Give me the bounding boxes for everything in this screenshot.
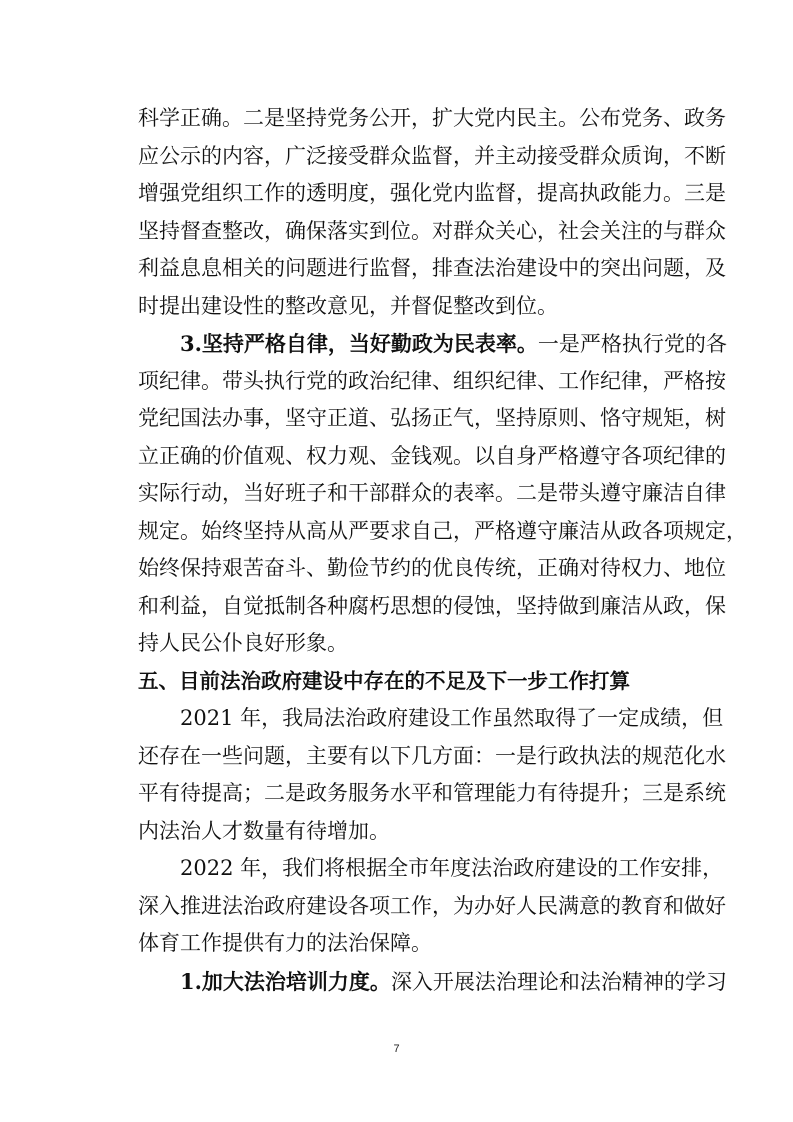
text-line-first [138, 963, 727, 1001]
document-body [138, 100, 747, 1000]
text-line: 体育工作提供有力的法治保障。 [138, 931, 432, 955]
text-line-first [138, 325, 727, 363]
text-line: 深入推进法治政府建设各项工作，为办好人民满意的教育和做好 [138, 893, 726, 918]
bold-lead: 1.加大法治培训力度。 [180, 968, 391, 994]
text-line: 党纪国法办事，坚守正道、弘扬正气，坚持原则、恪守规矩，树 [138, 406, 726, 430]
text-line: 还存在一些问题，主要有以下几方面：一是行政执法的规范化水 [138, 743, 726, 768]
text-line: 时提出建设性的整改意见，并督促整改到位。 [138, 293, 558, 318]
text-line: 科学正确。二是坚持党务公开，扩大党内民主。公布党务、政务 [138, 106, 726, 130]
first-line-rest: 一是严格执行党的各 [537, 332, 727, 356]
paragraph-self-discipline [138, 325, 747, 663]
paragraph-training [138, 963, 727, 1001]
text-line: 内法治人才数量有待增加。 [138, 818, 390, 843]
text-line-first: 2021 年，我局法治政府建设工作虽然取得了一定成绩，但 [180, 706, 724, 730]
paragraph-plan-2022 [138, 850, 726, 963]
text-line: 利益息息相关的问题进行监督，排查法治建设中的突出问题，及 [138, 256, 726, 280]
text-line: 始终保持艰苦奋斗、勤俭节约的优良传统，正确对待权力、地位 [138, 556, 726, 580]
page-number: 7 [393, 1043, 400, 1055]
first-line-rest: 深入开展法治理论和法治精神的学习 [390, 969, 727, 994]
text-line: 持人民公仆良好形象。 [138, 631, 348, 655]
text-line: 增强党组织工作的透明度，强化党内监督，提高执政能力。三是 [138, 181, 726, 205]
section-heading: 五、目前法治政府建设中存在的不足及下一步工作打算 [138, 668, 630, 693]
text-line: 坚持督查整改，确保落实到位。对群众关心，社会关注的与群众 [138, 218, 726, 243]
text-line: 项纪律。带头执行党的政治纪律、组织纪律、工作纪律，严格按 [138, 368, 726, 393]
paragraph-shortcomings [138, 700, 726, 850]
paragraph-party-affairs [138, 100, 726, 325]
text-line: 平有待提高；二是政务服务水平和管理能力有待提升；三是系统 [138, 781, 726, 805]
text-line: 实际行动，当好班子和干部群众的表率。二是带头遵守廉洁自律 [138, 481, 726, 505]
text-line: 应公示的内容，广泛接受群众监督，并主动接受群众质询，不断 [138, 143, 726, 168]
text-line: 和利益，自觉抵制各种腐朽思想的侵蚀，坚持做到廉洁从政，保 [138, 593, 726, 618]
text-line: 立正确的价值观、权力观、金钱观。以自身严格遵守各项纪律的 [138, 443, 726, 468]
text-line-first: 2022 年，我们将根据全市年度法治政府建设的工作安排， [180, 856, 724, 880]
bold-lead: 3.坚持严格自律，当好勤政为民表率。 [180, 331, 538, 356]
text-line: 规定。始终坚持从高从严要求自己，严格遵守廉洁从政各项规定， [138, 518, 747, 543]
